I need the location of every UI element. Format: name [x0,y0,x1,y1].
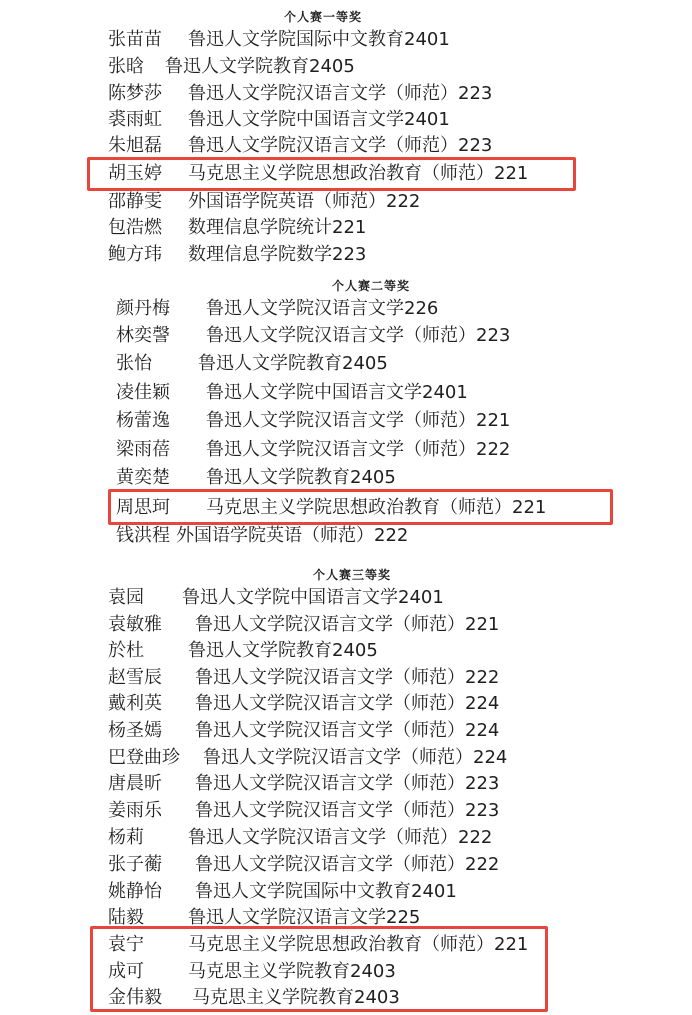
student-department: 马克思主义学院思想政治教育（师范）221 [206,497,547,518]
student-name: 包浩燃 [108,217,162,238]
student-name: 张苗苗 [108,29,162,50]
student-name: 袁宁 [108,934,144,955]
student-name: 袁园 [108,587,144,608]
student-name: 张怡 [116,353,152,374]
student-name: 裘雨虹 [108,109,162,130]
student-name: 张子蘅 [108,854,162,875]
student-name: 唐晨昕 [108,773,162,794]
student-department: 鲁迅人文学院汉语言文学（师范）224 [203,747,508,768]
student-name: 姚静怡 [108,881,162,902]
student-department: 鲁迅人文学院汉语言文学（师范）223 [188,83,493,104]
student-name: 钱洪程 [116,525,170,546]
student-name: 袁敏雅 [108,614,162,635]
section-heading-second-prize: 个人赛二等奖 [332,279,411,293]
student-name: 周思珂 [116,497,170,518]
student-department: 鲁迅人文学院汉语言文学（师范）222 [206,439,511,460]
student-department: 数理信息学院数学223 [188,244,367,265]
student-department: 鲁迅人文学院汉语言文学（师范）223 [195,800,500,821]
student-department: 数理信息学院统计221 [188,217,367,238]
student-department: 鲁迅人文学院教育2405 [165,56,355,77]
student-name: 凌佳颖 [116,382,170,403]
student-department: 鲁迅人文学院国际中文教育2401 [188,29,450,50]
student-department: 马克思主义学院教育2403 [192,987,400,1008]
student-department: 鲁迅人文学院教育2405 [198,353,388,374]
student-department: 鲁迅人文学院中国语言文学2401 [182,587,444,608]
student-department: 鲁迅人文学院教育2405 [206,467,396,488]
student-name: 於杜 [108,640,144,661]
section-heading-first-prize: 个人赛一等奖 [284,10,363,24]
student-name: 杨莉 [108,827,144,848]
student-department: 鲁迅人文学院汉语言文学（师范）222 [195,667,500,688]
student-name: 颜丹梅 [116,298,170,319]
student-department: 马克思主义学院思想政治教育（师范）221 [188,163,529,184]
student-name: 巴登曲珍 [108,747,180,768]
student-department: 马克思主义学院教育2403 [188,961,396,982]
student-department: 鲁迅人文学院汉语言文学（师范）223 [188,135,493,156]
student-department: 鲁迅人文学院教育2405 [188,640,378,661]
student-name: 胡玉婷 [108,163,162,184]
student-name: 戴利英 [108,693,162,714]
student-name: 鲍方玮 [108,244,162,265]
student-name: 杨蕾逸 [116,410,170,431]
student-department: 鲁迅人文学院汉语言文学226 [206,298,439,319]
student-name: 赵雪辰 [108,667,162,688]
student-department: 外国语学院英语（师范）222 [188,191,421,212]
student-name: 成可 [108,961,144,982]
student-name: 姜雨乐 [108,800,162,821]
highlight-box [90,926,548,1012]
student-name: 张晗 [108,56,144,77]
highlight-box [108,489,613,525]
student-department: 马克思主义学院思想政治教育（师范）221 [188,934,529,955]
student-department: 鲁迅人文学院中国语言文学2401 [206,382,468,403]
student-department: 鲁迅人文学院汉语言文学（师范）224 [195,720,500,741]
student-department: 鲁迅人文学院汉语言文学（师范）221 [195,614,500,635]
student-name: 陆毅 [108,907,144,928]
highlight-box [87,157,576,191]
student-name: 梁雨蓓 [116,439,170,460]
student-department: 鲁迅人文学院汉语言文学（师范）222 [188,827,493,848]
student-department: 鲁迅人文学院汉语言文学（师范）222 [195,854,500,875]
student-name: 陈梦莎 [108,83,162,104]
student-name: 邵静雯 [108,191,162,212]
student-name: 朱旭磊 [108,135,162,156]
student-department: 鲁迅人文学院中国语言文学2401 [188,109,450,130]
student-department: 鲁迅人文学院汉语言文学225 [188,907,421,928]
student-department: 外国语学院英语（师范）222 [176,525,409,546]
student-department: 鲁迅人文学院汉语言文学（师范）224 [195,693,500,714]
student-name: 黄奕楚 [116,467,170,488]
student-name: 林奕謦 [116,325,170,346]
section-heading-third-prize: 个人赛三等奖 [313,568,392,582]
student-department: 鲁迅人文学院汉语言文学（师范）223 [206,325,511,346]
student-name: 金伟毅 [108,987,162,1008]
student-department: 鲁迅人文学院汉语言文学（师范）221 [206,410,511,431]
student-department: 鲁迅人文学院汉语言文学（师范）223 [195,773,500,794]
student-department: 鲁迅人文学院国际中文教育2401 [195,881,457,902]
student-name: 杨圣嫣 [108,720,162,741]
